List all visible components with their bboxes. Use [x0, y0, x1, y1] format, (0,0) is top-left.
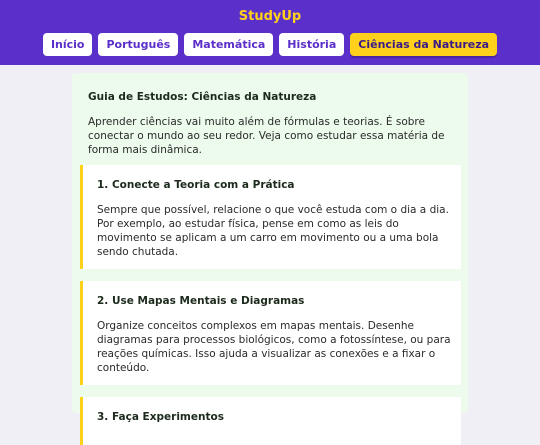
tip-card-title: 3. Faça Experimentos [97, 411, 224, 423]
app-header [0, 0, 540, 65]
study-guide-panel [72, 73, 468, 423]
nav-tab-historia[interactable]: História [279, 33, 344, 56]
tip-card [80, 397, 461, 445]
tip-card-title: 2. Use Mapas Mentais e Diagramas [97, 295, 305, 307]
nav-tab-ciencias-da-natureza[interactable]: Ciências da Natureza [350, 33, 497, 56]
main-nav [0, 33, 540, 56]
nav-tab-portugues[interactable]: Português [98, 33, 178, 56]
nav-tab-inicio[interactable]: Início [43, 33, 93, 56]
tip-card-title: 1. Conecte a Teoria com a Prática [97, 179, 295, 191]
intro-paragraph: Aprender ciências vai muito além de fórmulas e teorias. É sobre conectar o mundo ao seu redor. Veja como estudar essa matéria de forma mais dinâmica. [88, 116, 445, 156]
tip-card [80, 281, 461, 385]
page-title: Guia de Estudos: Ciências da Natureza [88, 91, 317, 103]
nav-tab-matematica[interactable]: Matemática [184, 33, 273, 56]
tip-card [80, 165, 461, 269]
brand-logo[interactable]: StudyUp [238, 9, 302, 24]
tip-card-text: Sempre que possível, relacione o que você estuda com o dia a dia. Por exemplo, ao estudar física, pense em como as leis do movimento se aplicam a um carro em movimento ou a uma bola sendo chutada. [97, 204, 449, 258]
tip-card-text: Organize conceitos complexos em mapas mentais. Desenhe diagramas para processos biológicos, como a fotossíntese, ou para reações químicas. Isso ajuda a visualizar as conexões e a fixar o conteúdo. [97, 320, 451, 374]
